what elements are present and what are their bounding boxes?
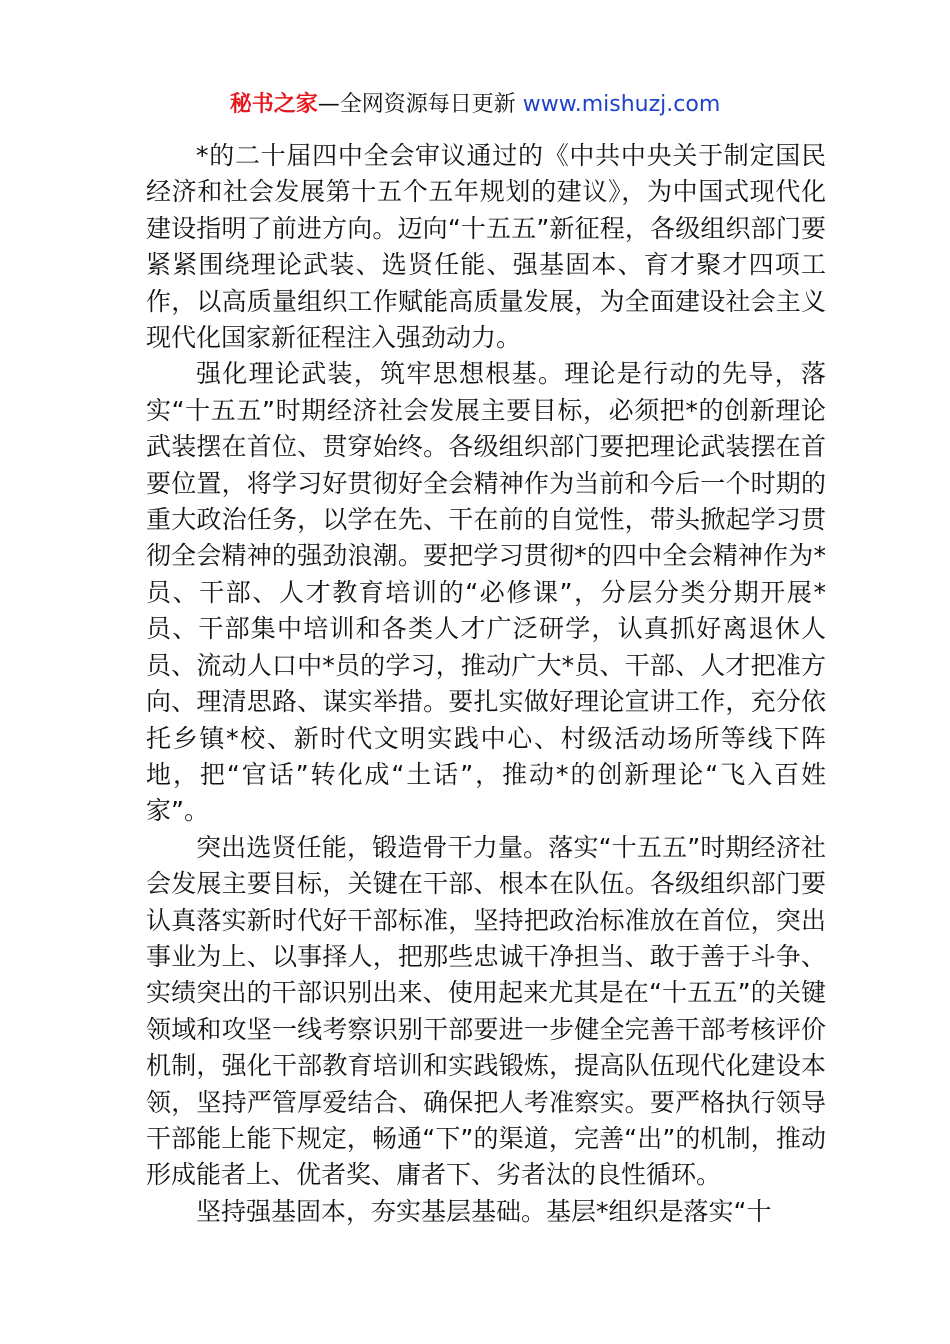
paragraph-cadres: 突出选贤任能，锻造骨干力量。落实“十五五”时期经济社会发展主要目标，关键在干部、根本在队伍。各级组织部门要认真落实新时代好干部标准，坚持把政治标准放在首位，突出事业为上、以事择人，把那些忠诚干净担当、敢于善于斗争、实绩突出的干部识别出来、使用起来尤其是在“十五五”的关键领域和攻坚一线考察识别干部要进一步健全完善干部考核评价机制，强化干部教育培训和实践锻炼，提高队伍现代化建设本领，坚持严管厚爱结合、确保把人考准察实。要严格执行领导干部能上能下规定，畅通“下”的渠道，完善“出”的机制，推动形成能者上、优者奖、庸者下、劣者汰的良性循环。 (146, 832, 826, 1190)
site-header (0, 88, 950, 122)
paragraph-theory: 强化理论武装，筑牢思想根基。理论是行动的先导，落实“十五五”时期经济社会发展主要目标，必须把*的创新理论武装摆在首位、贯穿始终。各级组织部门要把理论武装摆在首要位置，将学习好贯彻好全会精神作为当前和今后一个时期的重大政治任务，以学在先、干在前的自觉性，带头掀起学习贯彻全会精神的强劲浪潮。要把学习贯彻*的四中全会精神作为*员、干部、人才教育培训的“必修课”，分层分类分期开展*员、干部集中培训和各类人才广泛研学，认真抓好离退休人员、流动人口中*员的学习，推动广大*员、干部、人才把准方向、理清思路、谋实举措。要扎实做好理论宣讲工作，充分依托乡镇*校、新时代文明实践中心、村级活动场所等线下阵地，把“官话”转化成“土话”，推动*的创新理论“飞入百姓家”。 (146, 359, 826, 826)
document-body (146, 138, 826, 1230)
site-url-link[interactable]: www.mishuzj.com (522, 92, 721, 117)
paragraph-intro: *的二十届四中全会审议通过的《中共中央关于制定国民经济和社会发展第十五个五年规划的建议》，为中国式现代化建设指明了前进方向。迈向“十五五”新征程，各级组织部门要紧紧围绕理论武装、选贤任能、强基固本、育才聚才四项工作，以高质量组织工作赋能高质量发展，为全面建设社会主义现代化国家新征程注入强劲动力。 (146, 141, 826, 353)
site-brand: 秘书之家 (229, 92, 318, 117)
paragraph-grassroots: 坚持强基固本，夯实基层基础。基层*组织是落实“十 (196, 1196, 772, 1226)
site-tagline: —全网资源每日更新 (317, 92, 516, 117)
